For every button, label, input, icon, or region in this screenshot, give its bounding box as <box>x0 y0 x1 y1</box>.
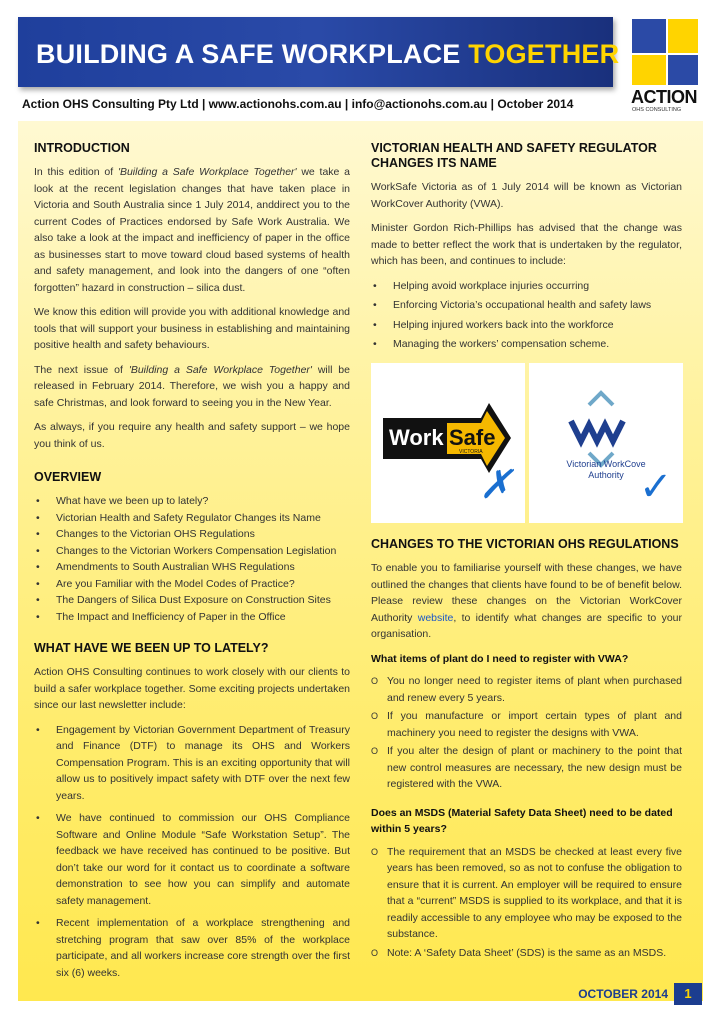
newsletter-title <box>36 39 619 70</box>
list-item: O If you manufacture or import certain types of plant and machinery you need to register the designs with VWA. <box>371 708 682 741</box>
intro-paragraph-3 <box>34 362 350 412</box>
intro-paragraph-4: As always, if you require any health and safety support – we hope you think of us. <box>34 421 350 450</box>
list-item: • Recent implementation of a workplace strengthening and stretching program that saw over 85% of the workplace participate, and all workers increase core strength over the first six (6) weeks. <box>34 915 350 981</box>
list-item: • Victorian Health and Safety Regulator Changes its Name <box>34 510 350 527</box>
list-item: • Managing the workers’ compensation scheme. <box>371 336 682 353</box>
list-item: • Engagement by Victorian Government Department of Treasury and Finance (DTF) to manage its OHS and Workers Compensation Program. This is an exciting opportunity that will allow us to positively impact safety with DTF over the next few years. <box>34 722 350 805</box>
logo-sub: OHS CONSULTING <box>632 107 682 113</box>
page-footer <box>562 983 702 1005</box>
changes-p1-pre: To enable you to familiarise yourself with these changes, we have outlined the changes that clients have found to be of benefit below. Please review these changes on the Victorian WorkCover Authority <box>371 562 682 624</box>
list-item: • Changes to the Victorian Workers Compensation Legislation <box>34 543 350 560</box>
intro-paragraph-1 <box>34 164 350 296</box>
intro-paragraph-2: We know this edition will provide you with additional knowledge and tools that will support your business in establishing and maintaining positive health and safety behaviours. <box>34 306 350 351</box>
list-item: O Note: A ‘Safety Data Sheet’ (SDS) is the same as an MSDS. <box>371 945 682 962</box>
right-column <box>371 141 682 361</box>
list-item: • Helping injured workers back into the workforce <box>371 317 682 334</box>
page-number: 1 <box>674 983 702 1005</box>
changes-section <box>371 537 682 969</box>
left-column <box>34 141 350 989</box>
question-1: What items of plant do I need to register with VWA? <box>371 652 629 665</box>
changes-p1-post: , to identify what changes are specific to your organisation. <box>371 611 682 640</box>
lately-intro: Action OHS Consulting continues to work closely with our clients to build a safer workplace together. Some exciting projects undertaken since our last newsletter include: <box>34 666 350 711</box>
regulator-list <box>371 278 682 353</box>
list-item: O The requirement that an MSDS be checked at least every five years has been removed, so as not to confuse the obligation to ensure that it is current. An employer will be required to ensure that a “current” MSDS is supplied to its workplace, and that it is readily accessible to any employee who may be exposed to the substance. <box>371 844 682 943</box>
footer-date: OCTOBER 2014 <box>578 987 668 1001</box>
intro-p1-pre: In this edition of <box>34 166 118 178</box>
list-item: • We have continued to commission our OHS Compliance Software and Online Module “Safe Workstation Setup”. The feedback we have received has continued to be positive. But don’t take our word for it contact us to coordinate a software demonstration to see how you can simplify and automate safety management. <box>34 810 350 909</box>
overview-heading: OVERVIEW <box>34 470 102 484</box>
vwa-line-2: Authority <box>588 470 624 480</box>
lately-list <box>34 722 350 982</box>
list-item: • Are you Familiar with the Model Codes of Practice? <box>34 576 350 593</box>
list-item: • The Impact and Inefficiency of Paper in the Office <box>34 609 350 626</box>
list-item: • Helping avoid workplace injuries occurring <box>371 278 682 295</box>
list-item: O If you alter the design of plant or machinery to the point that new control measures are necessary, the new design must be registered with the VWA. <box>371 743 682 793</box>
regulator-paragraph-1: WorkSafe Victoria as of 1 July 2014 will be known as Victorian WorkCover Authority (VWA). <box>371 181 682 210</box>
changes-heading: CHANGES TO THE VICTORIAN OHS REGULATIONS <box>371 537 679 551</box>
changes-paragraph <box>371 560 682 643</box>
list-item: • Enforcing Victoria’s occupational health and safety laws <box>371 297 682 314</box>
check-mark-icon: ✓ <box>639 465 673 509</box>
list-item: • Amendments to South Australian WHS Regulations <box>34 559 350 576</box>
logo-name: ACTION <box>631 87 697 107</box>
list-item: • The Dangers of Silica Dust Exposure on Construction Sites <box>34 592 350 609</box>
intro-heading: INTRODUCTION <box>34 141 130 155</box>
intro-p3-post: will be released in February 2014. Therefore, we wish you a happy and safe Christmas, and look forward to seeing you in the New Year. <box>34 363 350 409</box>
website-link[interactable]: website <box>417 611 454 624</box>
worksafe-sub-text: VICTORIA <box>459 449 483 455</box>
list-item: O You no longer need to register items of plant when purchased and renew every 5 years. <box>371 673 682 706</box>
cross-mark-icon: ✗ <box>479 463 513 507</box>
list-item: • Changes to the Victorian OHS Regulations <box>34 526 350 543</box>
regulator-heading: VICTORIAN HEALTH AND SAFETY REGULATOR CHANGES ITS NAME <box>371 141 657 170</box>
vwa-line-1: Victorian WorkCove <box>566 459 646 469</box>
worksafe-safe-text: Safe <box>449 425 496 450</box>
regulator-paragraph-2: Minister Gordon Rich-Phillips has advised that the change was made to better reflect the work that is undertaken by the regulator, which has been, and continues to include: <box>371 222 682 267</box>
title-highlight: TOGETHER <box>468 39 620 69</box>
title-main: BUILDING A SAFE WORKPLACE <box>36 39 461 69</box>
overview-list <box>34 493 350 625</box>
list-item: • What have we been up to lately? <box>34 493 350 510</box>
vwa-logo-box <box>529 363 683 523</box>
action-logo <box>628 17 704 117</box>
title-banner <box>18 17 620 87</box>
intro-p3-pre: The next issue of <box>34 363 129 376</box>
question-2-list <box>371 844 682 962</box>
regulator-logos <box>371 363 683 523</box>
intro-p3-em: 'Building a Safe Workplace Together' <box>128 363 312 376</box>
question-2: Does an MSDS (Material Safety Data Sheet) need to be dated within 5 years? <box>371 806 673 835</box>
lately-heading: WHAT HAVE WE BEEN UP TO LATELY? <box>34 641 269 655</box>
intro-p1-em: 'Building a Safe Workplace Together' <box>117 166 297 178</box>
worksafe-work-text: Work <box>389 425 444 450</box>
intro-p1-post: we take a look at the recent legislation changes that have taken place in Victoria and South Australia since 1 July 2014, anddirect you to the current Codes of Practices endorsed by Safe Work Australia. We also take a look at the impact and inefficiency of paper in the office as businesses start to move toward cloud based systems of health and safety management, and look into the dangers of one “often forgotten” hazard in construction – silica dust. <box>34 166 351 294</box>
question-1-list <box>371 673 682 793</box>
contact-line: Action OHS Consulting Pty Ltd | www.actionohs.com.au | info@actionohs.com.au | October 2014 <box>22 97 574 111</box>
worksafe-logo-box <box>371 363 525 523</box>
